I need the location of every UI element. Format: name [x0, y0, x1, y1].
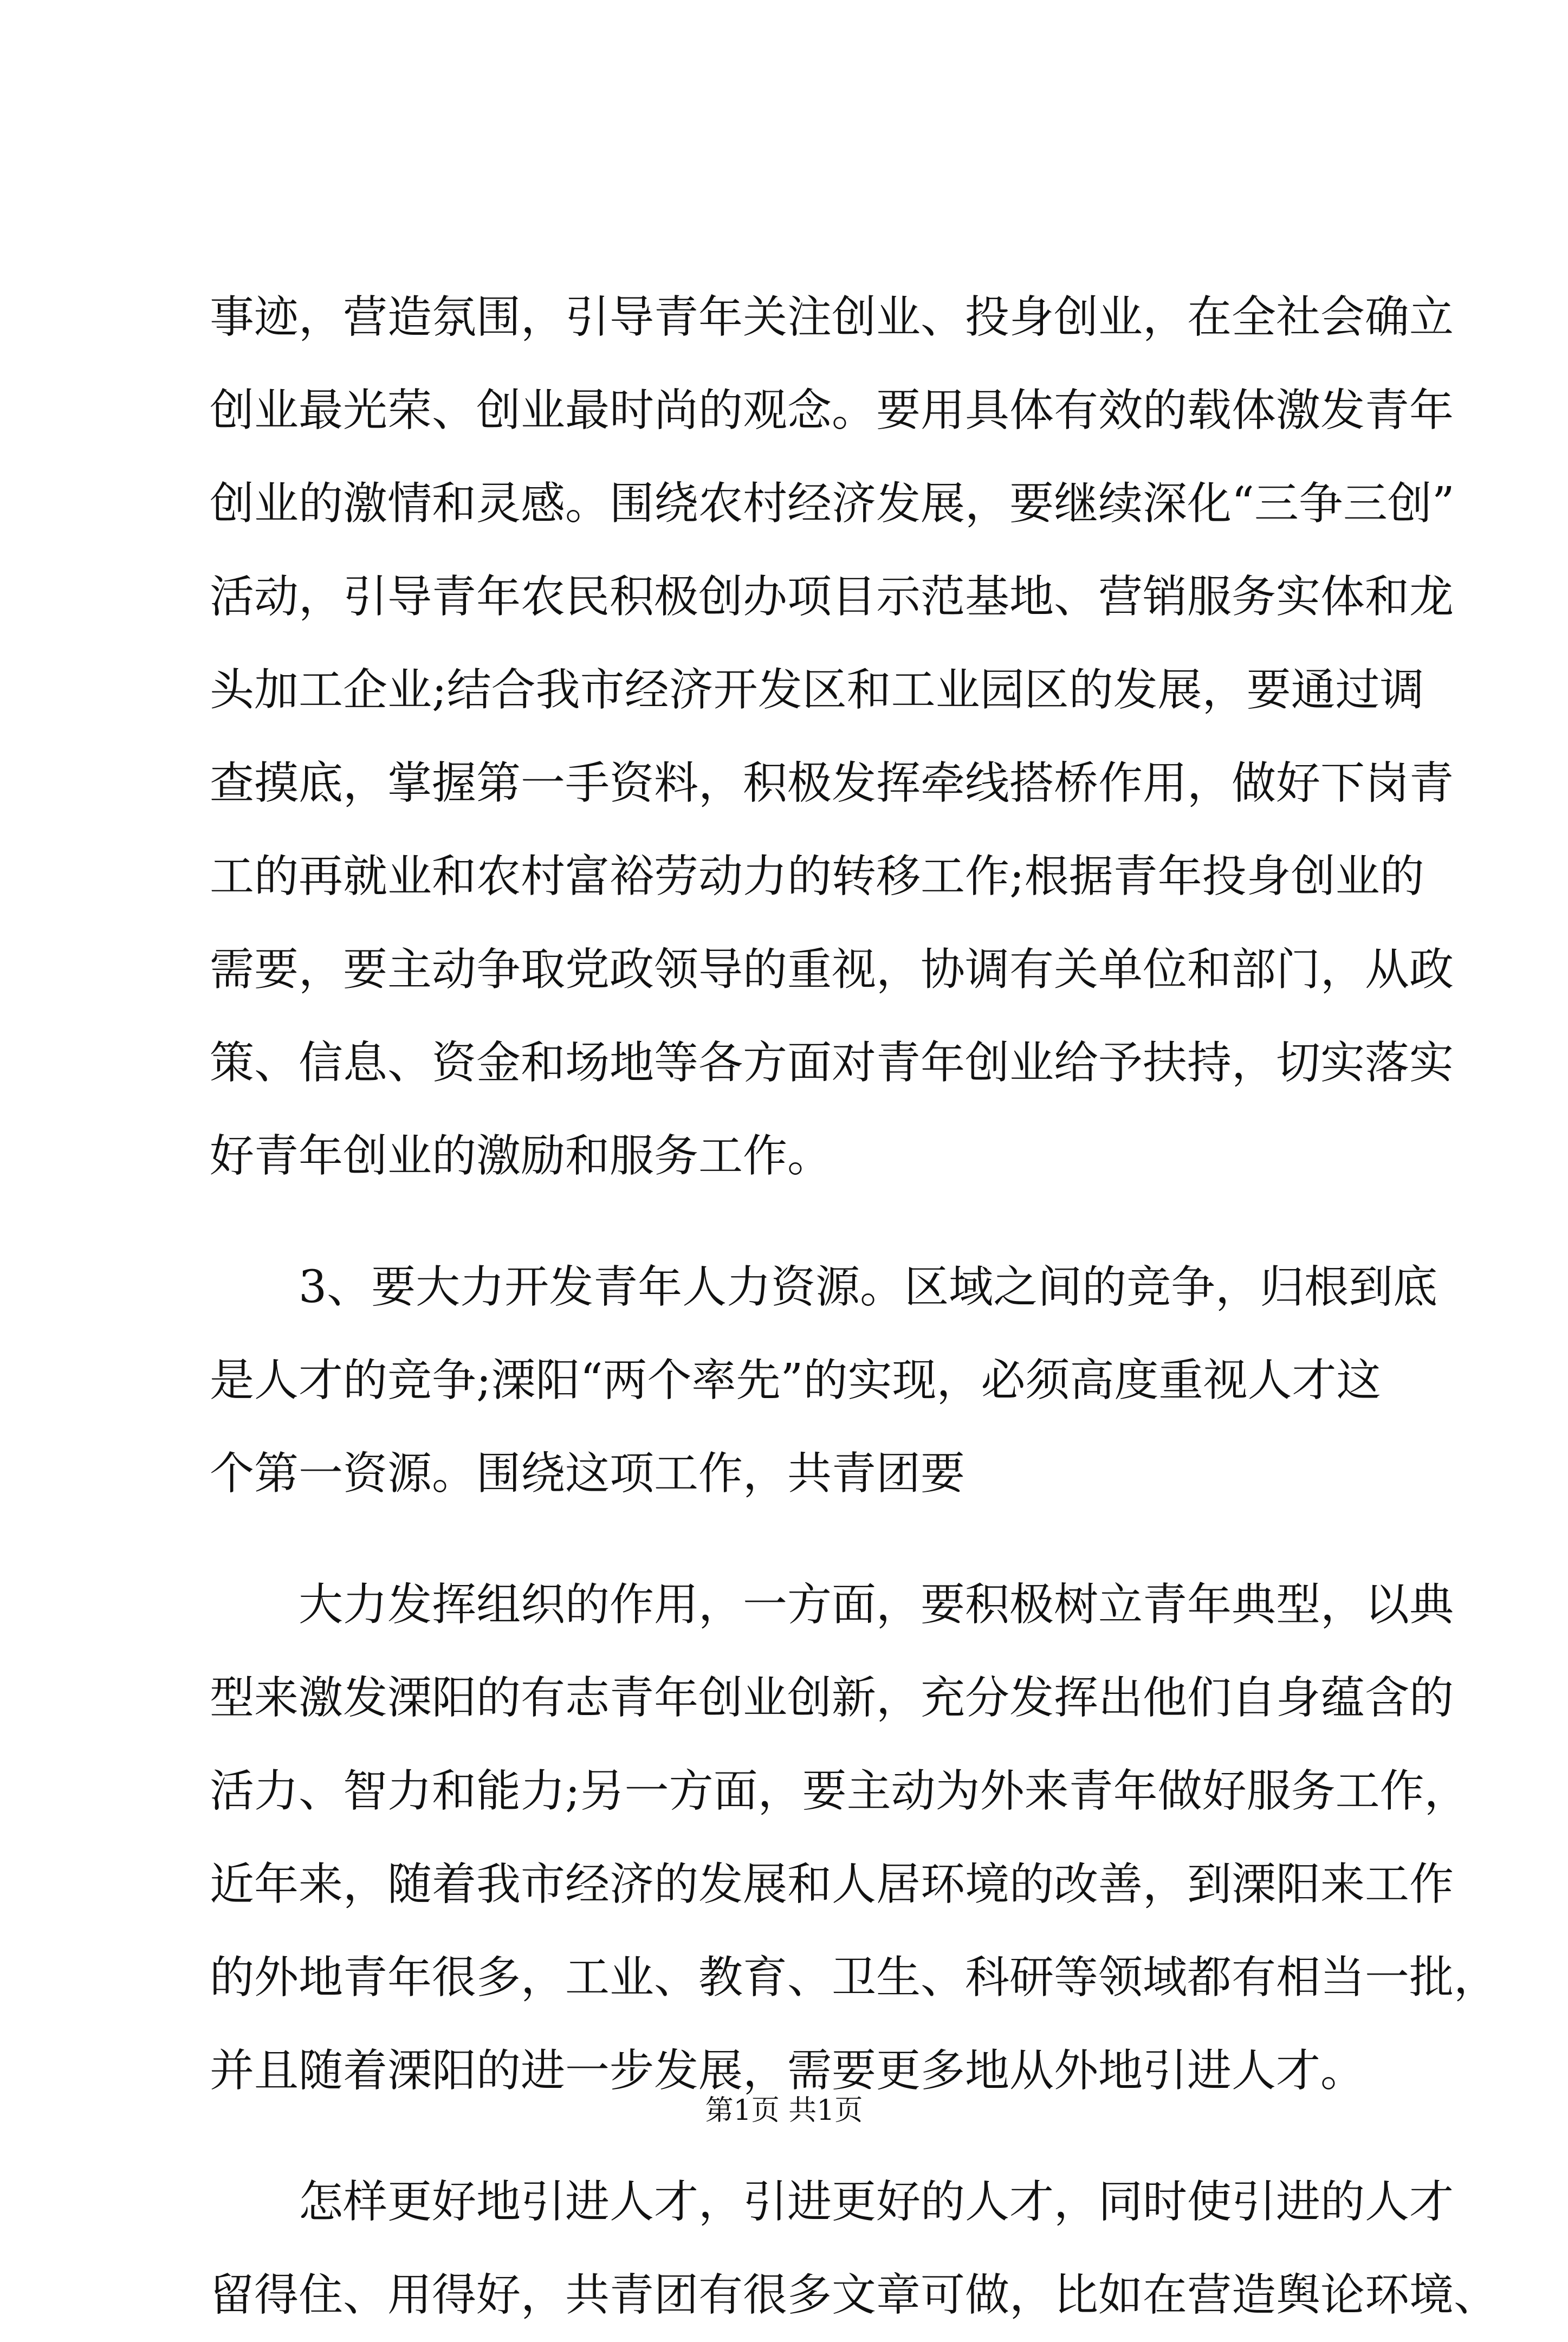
text-line: 创业最光荣、创业最时尚的观念。要用具体有效的载体激发青年	[210, 385, 1454, 436]
text-line: 留得住、用得好，共青团有很多文章可做，比如在营造舆论环境、	[210, 2269, 1499, 2321]
text-line: 并且随着溧阳的进一步发展，需要更多地从外地引进人才。	[210, 2045, 1365, 2097]
paragraph-gap	[210, 1203, 1369, 1241]
paragraph-gap	[210, 1521, 1369, 1558]
text-line: 大力发挥组织的作用，一方面，要积极树立青年典型，以典	[299, 1579, 1454, 1631]
text-line: 近年来，随着我市经济的发展和人居环境的改善，到溧阳来工作	[210, 1859, 1454, 1910]
text-line: 活动，引导青年农民积极创办项目示范基地、营销服务实体和龙	[210, 571, 1454, 623]
text-line: 头加工企业;结合我市经济开发区和工业园区的发展，要通过调	[210, 664, 1424, 716]
text-line: 怎样更好地引进人才，引进更好的人才，同时使引进的人才	[299, 2176, 1454, 2228]
text-line: 工的再就业和农村富裕劳动力的转移工作;根据青年投身创业的	[210, 851, 1424, 902]
paragraph	[210, 271, 1455, 1203]
text-line: 事迹，营造氛围，引导青年关注创业、投身创业，在全社会确立	[210, 292, 1454, 343]
text-line: 好青年创业的激励和服务工作。	[210, 1130, 832, 1182]
text-line: 创业的激情和灵感。围绕农村经济发展，要继续深化“三争三创”	[210, 478, 1455, 529]
paragraph	[210, 1241, 1438, 1521]
text-line: 活力、智力和能力;另一方面，要主动为外来青年做好服务工作，	[210, 1765, 1469, 1817]
page-number: 第1页 共1页	[705, 2094, 863, 2127]
text-line: 3、要大力开发青年人力资源。区域之间的竞争，归根到底	[299, 1261, 1438, 1313]
text-line: 策、信息、资金和场地等各方面对青年创业给予扶持，切实落实	[210, 1037, 1454, 1089]
text-line: 型来激发溧阳的有志青年创业创新，充分发挥出他们自身蕴含的	[210, 1672, 1454, 1724]
page-footer	[0, 2094, 1568, 2127]
text-line: 是人才的竞争;溧阳“两个率先”的实现，必须高度重视人才这	[210, 1355, 1381, 1406]
paragraph	[210, 1558, 1499, 2118]
text-line: 的外地青年很多，工业、教育、卫生、科研等领域都有相当一批，	[210, 1952, 1499, 2003]
text-line: 个第一资源。围绕这项工作，共青团要	[210, 1448, 966, 1499]
paragraph	[210, 2156, 1499, 2342]
text-line: 需要，要主动争取党政领导的重视，协调有关单位和部门，从政	[210, 944, 1454, 995]
text-line: 查摸底，掌握第一手资料，积极发挥牵线搭桥作用，做好下岗青	[210, 758, 1454, 809]
document-body	[210, 271, 1499, 2342]
